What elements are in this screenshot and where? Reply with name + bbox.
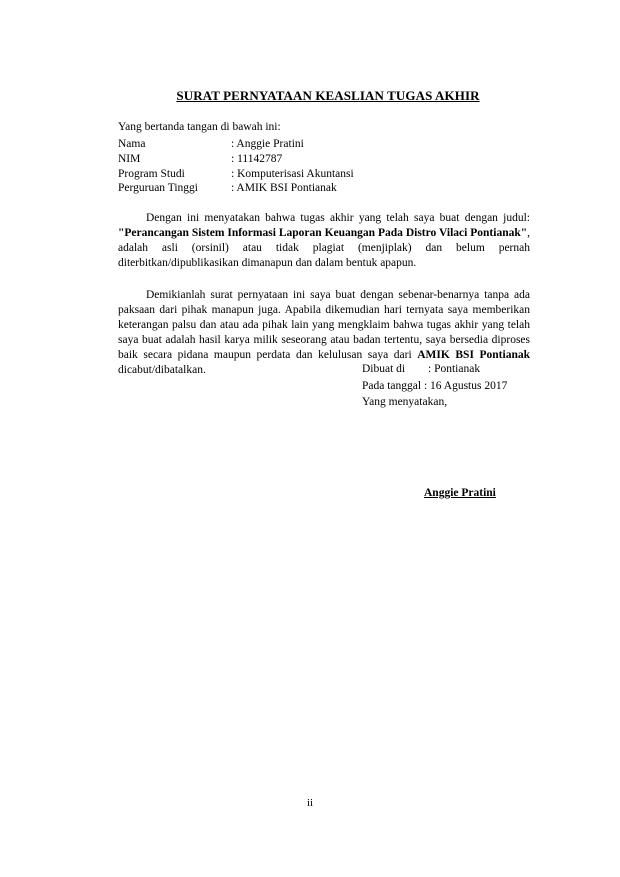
thesis-title: "Perancangan Sistem Informasi Laporan Keuangan Pada Distro Vilaci Pontianak"	[118, 227, 528, 239]
date-value: : 16 Agustus 2017	[423, 379, 508, 392]
signature-block	[362, 361, 507, 411]
place-label: Dibuat di	[362, 363, 406, 375]
identity-label: Perguruan Tinggi	[118, 182, 198, 195]
intro-text: Yang bertanda tangan di bawah ini:	[118, 121, 281, 133]
statement-paragraph	[118, 211, 530, 271]
paragraph1-text-end: , adalah asli (orsinil) atau tidak plagiat (menjiplak) dan belum pernah diterbitkan/dipublikasikan dimanapun dan dalam bentuk apapun.	[118, 227, 530, 269]
identity-label: Program Studi	[118, 167, 185, 180]
document-title: SURAT PERNYATAAN KEASLIAN TUGAS AKHIR	[176, 88, 480, 103]
identity-label: Nama	[118, 138, 146, 150]
identity-row-name	[118, 137, 354, 152]
identity-value: : AMIK BSI Pontianak	[231, 182, 337, 195]
identity-value: : 11142787	[231, 152, 283, 165]
date-row	[362, 378, 507, 395]
date-label: Pada tanggal	[362, 379, 422, 392]
identity-value: : Anggie Pratini	[231, 138, 304, 150]
paragraph1-text: Dengan ini menyatakan bahwa tugas akhir yang telah saya buat dengan judul:	[146, 212, 530, 224]
identity-row-program	[118, 167, 354, 182]
place-row	[362, 361, 507, 378]
signature-name: Anggie Pratini	[424, 487, 496, 499]
closing-text: Yang menyatakan,	[362, 396, 448, 408]
paragraph2-text-end: dicabut/dibatalkan.	[118, 364, 206, 376]
identity-value: : Komputerisasi Akuntansi	[231, 167, 354, 180]
identity-table	[118, 137, 354, 196]
identity-row-nim	[118, 152, 354, 167]
identity-row-institution	[118, 181, 354, 196]
place-value: : Pontianak	[428, 363, 481, 375]
identity-label: NIM	[118, 152, 141, 165]
paragraph2-text: Demikianlah surat pernyataan ini saya buat dengan sebenar-benarnya tanpa ada paksaan dari pihak manapun juga. Apabila dikemudian hari ternyata saya memberikan keterangan palsu dan atau ada pihak lain yang mengklaim bahwa tugas akhir yang telah saya buat adalah hasil karya milik seseorang atau badan tertentu, saya bersedia diproses baik secara pidana maupun perdata dan kelulusan saya dari	[118, 289, 530, 361]
institution-name: AMIK BSI Pontianak	[417, 349, 530, 361]
page-number: ii	[306, 797, 314, 809]
